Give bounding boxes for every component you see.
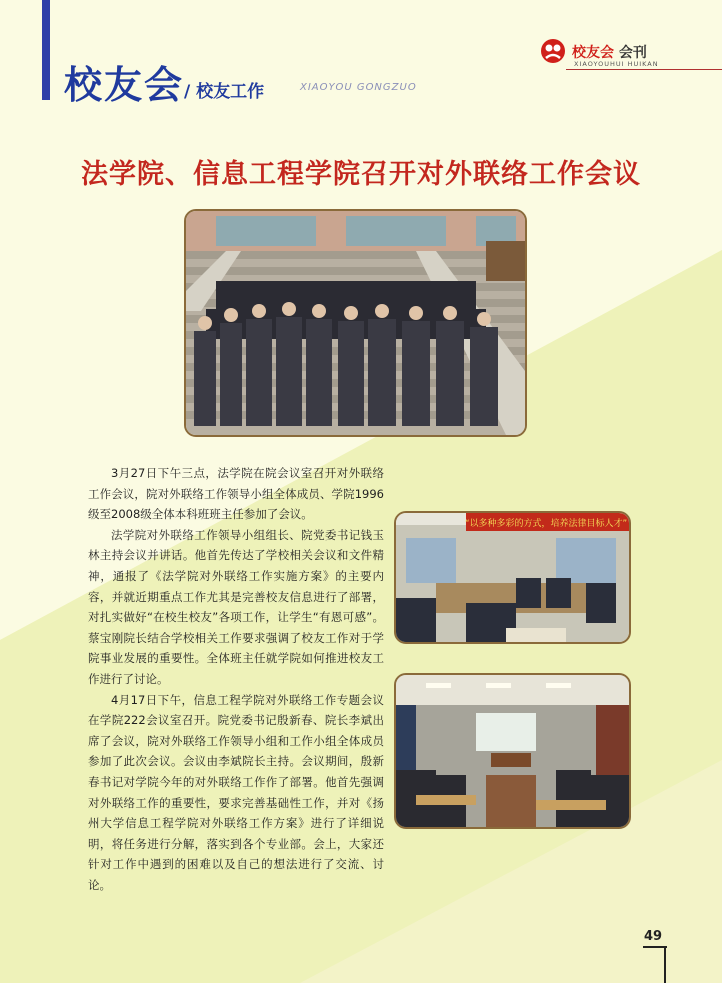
logo-pinyin: XIAOYOUHUI HUIKAN: [574, 60, 659, 68]
article-paragraph: 法学院对外联络工作领导小组组长、院党委书记钱玉林主持会议并讲话。他首先传达了学校相关会议和文件精神，通报了《法学院对外联络工作实施方案》的主要内容，并就近期重点工作尤其是完善校友信息进行了部署，对扎实做好“在校生校友”各项工作，让学生“有恩可感”。蔡宝刚院长结合学校相关工作要求强调了校友工作对于学院事业发展的重要性。全体班主任就学院如何推进校友工作进行了讨论。: [88, 527, 384, 686]
article-body: [88, 463, 384, 895]
header-accent-bar: [42, 0, 50, 100]
group-photo: [184, 209, 527, 437]
logo-divider: [566, 69, 722, 70]
magazine-logo: [540, 38, 722, 78]
article-headline: 法学院、信息工程学院召开对外联络工作会议: [81, 159, 641, 190]
section-title: 校友会: [64, 63, 185, 107]
section-pinyin: XIAOYOU GONGZUO: [300, 82, 417, 93]
alumni-logo-icon: [540, 38, 566, 64]
article-paragraph: 4月17日下午，信息工程学院对外联络工作专题会议在学院222会议室召开。院党委书记殷新春、院长李斌出席了会议，院对外联络工作领导小组和工作小组全体成员参加了此次会议。会议由李斌院长主持。会议期间，殷新春书记对学院今年的对外联络工作作了部署。他首先强调对外联络工作的重要性，要求完善基础性工作，并对《扬州大学信息工程学院对外联络工作方案》进行了详细说明，将任务进行分解，落实到各个专业部。会上，大家还针对工作中遇到的困难以及自己的想法进行了交流、讨论。: [88, 692, 384, 892]
meeting-photo-law: [394, 511, 631, 644]
logo-title: 校友会 会刊: [572, 45, 647, 61]
meeting-photo-info-eng: [394, 673, 631, 829]
meeting-banner: “以多种多彩的方式，培养法律目标人才”: [464, 519, 628, 529]
page-number: 49: [644, 929, 663, 944]
article-paragraph: 3月27日下午三点，法学院在院会议室召开对外联络工作会议，院对外联络工作领导小组全体成员、学院1996级至2008级全体本科班班主任参加了会议。: [88, 466, 384, 522]
page-number-line: [664, 946, 666, 983]
subsection-title: / 校友工作: [184, 82, 265, 102]
